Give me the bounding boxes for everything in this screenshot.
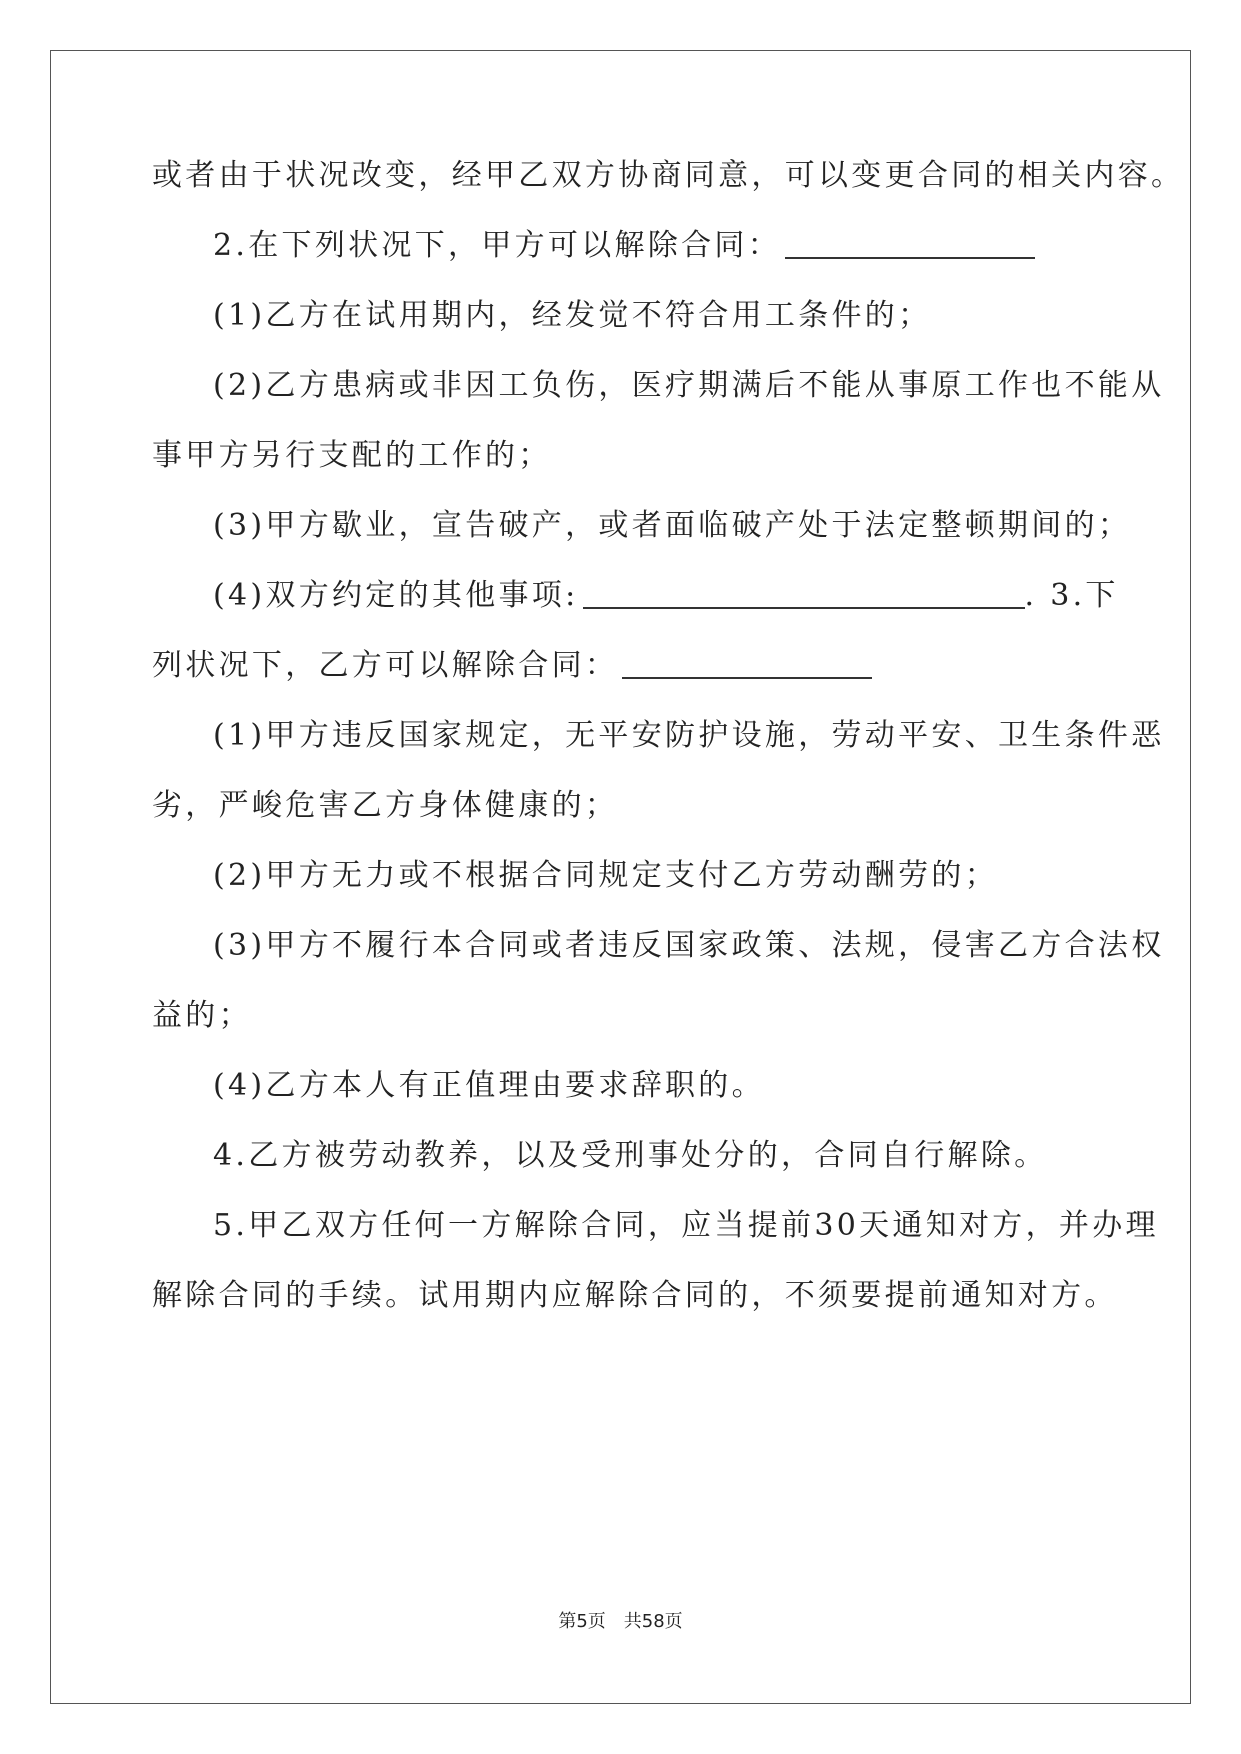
clause-3-2: (2)甲方无力或不根据合同规定支付乙方劳动酬劳的； (213, 858, 998, 893)
clause-3-1-cont: 劣，严峻危害乙方身体健康的； (152, 788, 619, 823)
clause-3-start: . 3.下 (1024, 578, 1119, 613)
clause-5: 5.甲乙双方任何一方解除合同，应当提前30天通知对方，并办理 (213, 1208, 1159, 1243)
clause-2-4-text: (4)双方约定的其他事项: (213, 578, 579, 613)
footer-prefix: 第 (558, 1611, 577, 1632)
clause-2-3: (3)甲方歇业，宣告破产，或者面临破产处于法定整顿期间的； (213, 508, 1132, 543)
clause-2-line (213, 226, 1153, 266)
clause-3-text: 列状况下，乙方可以解除合同： (152, 648, 619, 683)
footer-suffix: 页 (664, 1611, 683, 1632)
clause-3-1: (1)甲方违反国家规定，无平安防护设施，劳动平安、卫生条件恶 (213, 718, 1165, 753)
footer-middle: 页 共 (587, 1611, 642, 1632)
clause-3-3-cont: 益的； (152, 998, 252, 1033)
clause-3-4: (4)乙方本人有正值理由要求辞职的。 (213, 1068, 765, 1103)
body-line-1: 或者由于状况改变，经甲乙双方协商同意，可以变更合同的相关内容。 (152, 158, 1185, 193)
clause-3-3: (3)甲方不履行本合同或者违反国家政策、法规，侵害乙方合法权 (213, 928, 1165, 963)
clause-5-cont: 解除合同的手续。试用期内应解除合同的，不须要提前通知对方。 (152, 1278, 1118, 1313)
clause-2-text: 2.在下列状况下，甲方可以解除合同： (213, 228, 782, 263)
fill-in-blank (785, 257, 1035, 259)
fill-in-blank (583, 607, 1025, 609)
clause-2-2-cont: 事甲方另行支配的工作的； (152, 438, 552, 473)
clause-4: 4.乙方被劳动教养，以及受刑事处分的，合同自行解除。 (213, 1138, 1048, 1173)
fill-in-blank (622, 677, 872, 679)
clause-3-line (152, 646, 1092, 686)
footer-page-number: 5 (576, 1611, 588, 1632)
clause-2-4-line (213, 576, 1153, 616)
clause-2-1: (1)乙方在试用期内，经发觉不符合用工条件的； (213, 298, 932, 333)
page-footer (0, 1610, 1241, 1634)
footer-total-pages: 58 (641, 1611, 665, 1632)
clause-2-2: (2)乙方患病或非因工负伤，医疗期满后不能从事原工作也不能从 (213, 368, 1165, 403)
